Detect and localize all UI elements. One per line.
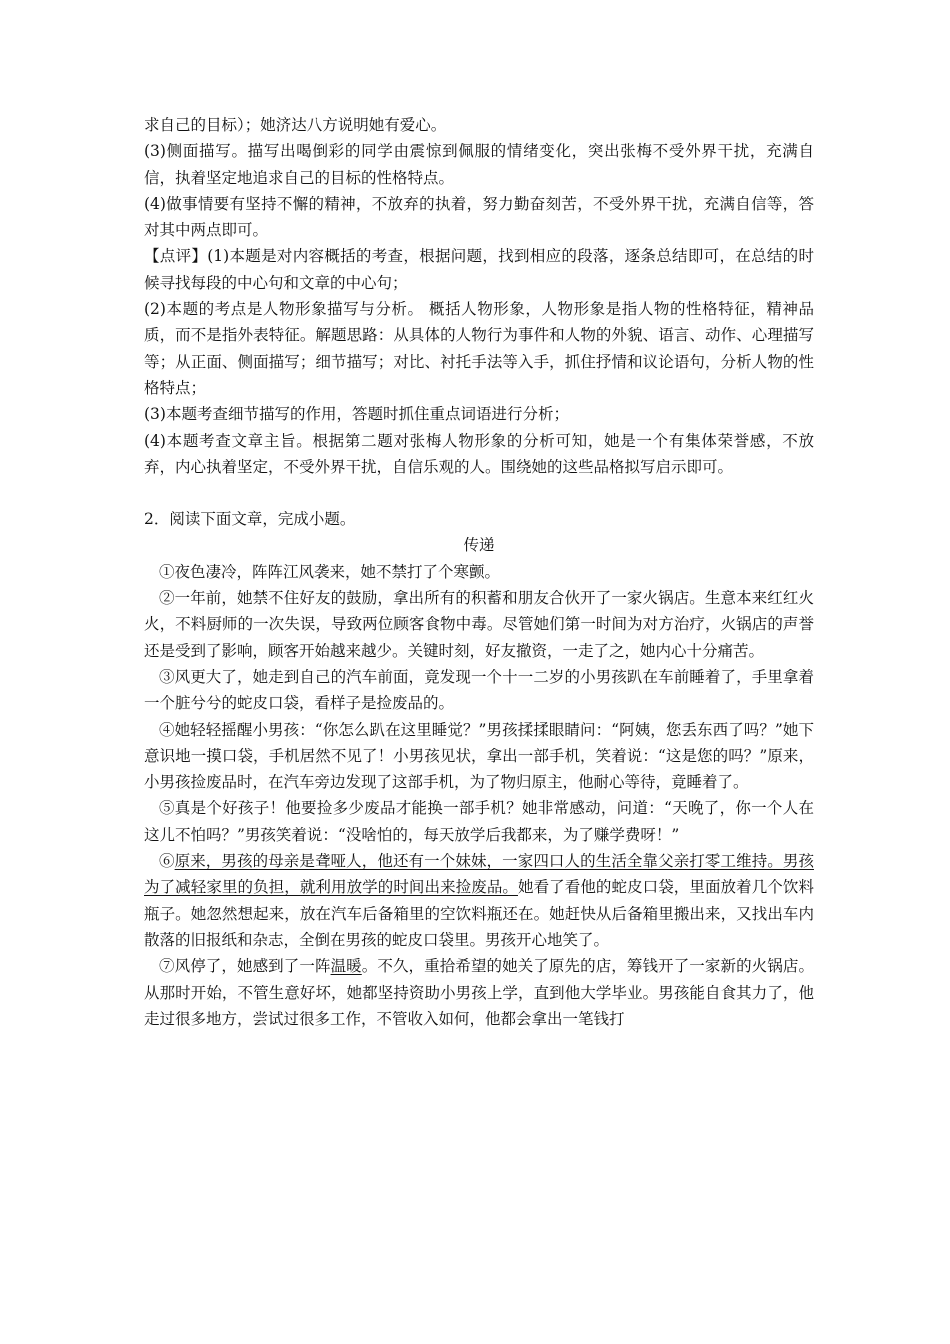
paragraph-3: ③风更大了，她走到自己的汽车前面，竟发现一个十一二岁的小男孩趴在车前睡着了，手里拿着一个脏兮兮的蛇皮口袋，看样子是捡废品的。 (144, 667, 814, 713)
paragraph-4: ④她轻轻摇醒小男孩：“你怎么趴在这里睡觉？”男孩揉揉眼睛问：“阿姨，您丢东西了吗？”她下意识地一摸口袋，手机居然不见了！小男孩见状，拿出一部手机，笑着说：“这是您的吗？”原来，小男孩捡废品时，在汽车旁边发现了这部手机，为了物归原主，他耐心等待，竟睡着了。 (144, 720, 814, 792)
paragraph-7-start: ⑦风停了，她感到了一阵 (159, 957, 331, 976)
answer-3: (3)侧面描写。描写出喝倒彩的同学由震惊到佩服的情绪变化，突出张梅不受外界干扰，充满自信，执着坚定地追求自己的目标的性格特点。 (144, 142, 814, 187)
paragraph-1: ①夜色凄冷，阵阵江风袭来，她不禁打了个寒颤。 (159, 562, 501, 581)
paragraph-7 (144, 953, 814, 1032)
article-title: 传递 (463, 536, 495, 555)
paragraph-7-underlined-word: 温暖 (330, 957, 362, 976)
paragraph-6-underlined-sentence: 原来，男孩的母亲是聋哑人，他还有一个妹妹，一家四口人的生活全靠父亲打零工维持。男孩为了减轻家里的负担，就利用放学的时间出来捡废品。 (144, 852, 814, 897)
comment-1: 【点评】(1)本题是对内容概括的考查，根据问题，找到相应的段落，逐条总结即可，在总结的时候寻找每段的中心句和文章的中心句； (144, 247, 814, 292)
comment-4: (4)本题考查文章主旨。根据第二题对张梅人物形象的分析可知，她是一个有集体荣誉感，不放弃，内心执着坚定，不受外界干扰，自信乐观的人。围绕她的这些品格拟写启示即可。 (144, 431, 814, 476)
answer-4: (4)做事情要有坚持不懈的精神，不放弃的执着，努力勤奋刻苦，不受外界干扰，充满自信等，答对其中两点即可。 (144, 194, 814, 240)
paragraph-2: ②一年前，她禁不住好友的鼓励，拿出所有的积蓄和朋友合伙开了一家火锅店。生意本来红红火火，不料厨师的一次失误，导致两位顾客食物中毒。尽管她们第一时间为对方治疗，火锅店的声誉还是受到了影响，顾客开始越来越少。关键时刻，好友撤资，一走了之，她内心十分痛苦。 (144, 589, 814, 660)
answer-line-continued: 求自己的目标）；她济达八方说明她有爱心。 (144, 116, 447, 134)
paragraph-6-rest: 她看了看他的蛇皮口袋，里面放着几个饮料瓶子。她忽然想起来，放在汽车后备箱里的空饮料瓶还在。她赶快从后备箱里搬出来，又找出车内散落的旧报纸和杂志，全倒在男孩的蛇皮口袋里。男孩开心地笑了。 (144, 878, 814, 949)
paragraph-7-rest: 。不久，重拾希望的她关了原先的店，筹钱开了一家新的火锅店。从那时开始，不管生意好坏，她都坚持资助小男孩上学，直到他大学毕业。男孩能自食其力了，他走过很多地方，尝试过很多工作，不管收入如何，他都会拿出一笔钱打 (144, 957, 814, 1028)
comment-2: (2)本题的考点是人物形象描写与分析。 概括人物形象，人物形象是指人物的性格特征，精神品质，而不是指外表特征。解题思路：从具体的人物行为事件和人物的外貌、语言、动作、心理描写等；从正面、侧面描写；细节描写；对比、衬托手法等入手，抓住抒情和议论语句，分析人物的性格特点； (144, 300, 814, 397)
paragraph-6-number: ⑥ (159, 852, 175, 871)
document-body (144, 112, 814, 1032)
question-2-prompt: 2．阅读下面文章，完成小题。 (144, 510, 356, 529)
paragraph-6 (144, 848, 814, 953)
paragraph-5: ⑤真是个好孩子！他要捡多少废品才能换一部手机？她非常感动，问道：“天晚了，你一个人在这儿不怕吗？”男孩笑着说：“没啥怕的，每天放学后我都来，为了赚学费呀！” (144, 799, 814, 844)
comment-3: (3)本题考查细节描写的作用，答题时抓住重点词语进行分析； (144, 405, 569, 424)
section-gap (144, 480, 814, 506)
